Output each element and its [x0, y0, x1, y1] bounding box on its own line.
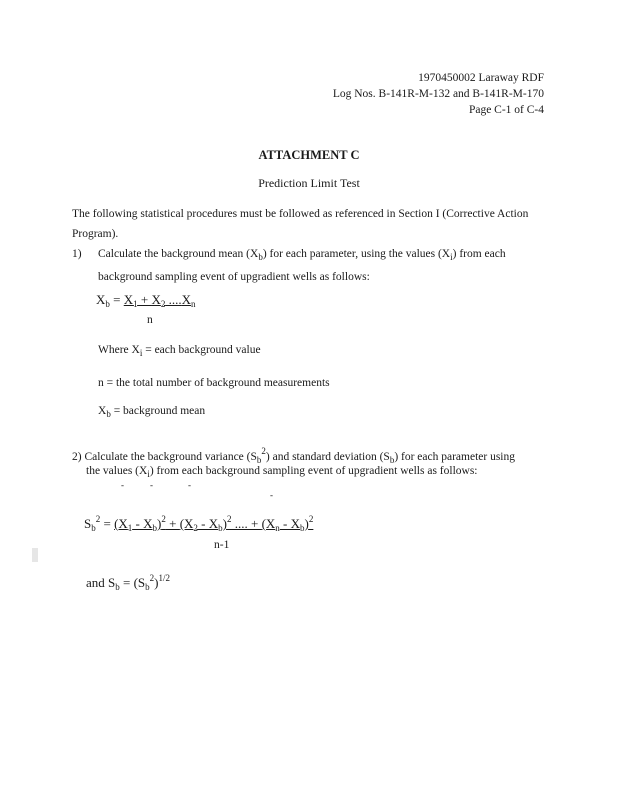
eq2-lhs-sub: b [91, 523, 96, 533]
page-subtitle: Prediction Limit Test [258, 176, 360, 190]
step2-line2 [86, 461, 478, 484]
definition-xb [98, 401, 205, 424]
eq2-sq-2: 2 [226, 514, 232, 524]
def-xi-a: Where X [98, 344, 140, 356]
eq2-minus-2: - X [197, 516, 219, 531]
eq2-close-2: ) [222, 516, 227, 531]
def-xb-b: = background mean [110, 405, 206, 417]
def-xb-a: X [98, 405, 107, 417]
eq1-denominator: n [147, 314, 153, 326]
eq2-term3-sub: n [275, 523, 280, 533]
mean-equation [96, 292, 196, 309]
eq1-t3-sub: n [191, 299, 196, 309]
eq1-t2-sub: 2 [160, 299, 166, 309]
eq2-sq-1: 2 [161, 514, 166, 524]
eq2-numerator [114, 516, 313, 531]
eq1-t3: X [181, 292, 191, 307]
eq3-close: ) [154, 575, 159, 590]
step1-paragraph [98, 244, 546, 287]
eq2-close-1: ) [157, 516, 162, 531]
step1-text-c: ) from each background sampling event of upgradient wells as follows: [98, 248, 506, 283]
header-document-id: 1970450002 Laraway RDF [418, 72, 544, 84]
step1-text-a: Calculate the background mean (X [98, 248, 259, 260]
eq1-plus: + [137, 292, 152, 307]
step2-d-sub: i [147, 469, 150, 479]
eq2-dots: .... + [231, 516, 262, 531]
eq3-sup2: 2 [149, 573, 155, 583]
eq2-equals: = [100, 516, 115, 531]
eq2-xb-sub-3: b [300, 523, 305, 533]
eq3-sup-half: 1/2 [158, 573, 170, 583]
page-title: ATTACHMENT C [258, 148, 360, 162]
eq2-mean-bar-2: - [150, 480, 153, 490]
eq3-eq: = (S [119, 575, 146, 590]
step2-c: ) for each parameter using [394, 451, 516, 463]
eq3-b-sub: b [145, 582, 150, 592]
eq2-xb-sub-1: b [152, 523, 158, 533]
std-dev-equation [86, 573, 170, 592]
eq2-term1-sub: 1 [127, 523, 133, 533]
eq2-minus-1: - X [132, 516, 153, 531]
header-log-numbers: Log Nos. B-141R-M-132 and B-141R-M-170 [332, 88, 544, 100]
eq2-lhs-sup: 2 [95, 514, 101, 524]
scan-artifact [32, 548, 38, 562]
def-xi-b: = each background value [142, 344, 261, 356]
step1-text-b: ) for each parameter, using the values (X [262, 248, 451, 260]
eq2-mean-bar-4: - [270, 490, 273, 500]
eq1-lhs: X [96, 292, 106, 307]
eq2-sq-3: 2 [308, 514, 314, 524]
eq2-term2: (X [179, 516, 194, 531]
step1-sub-i: i [450, 252, 453, 262]
eq2-denominator: n-1 [214, 539, 230, 551]
intro-paragraph: The following statistical procedures must be followed as referenced in Section I (Corrective Action Program). [72, 208, 529, 240]
eq2-lhs: S [84, 516, 92, 531]
eq2-term1: (X [114, 516, 128, 531]
eq1-t1-sub: 1 [133, 299, 138, 309]
eq2-term2-sub: 2 [193, 523, 198, 533]
definition-n: n = the total number of background measurements [98, 377, 330, 389]
step2-a-sup: 2 [261, 446, 266, 456]
eq2-xb-sub-2: b [218, 523, 223, 533]
step2-b-sub: b [389, 455, 395, 465]
step2-a: 2) Calculate the background variance (S [72, 451, 257, 463]
step1-sub-b: b [258, 252, 263, 262]
step2-e: ) from each background sampling event of upgradient wells as follows: [149, 465, 478, 477]
eq2-close-3: ) [304, 516, 309, 531]
step2-d: the values (X [86, 465, 148, 477]
eq2-plus: + [165, 516, 180, 531]
step2-b: ) and standard deviation (S [265, 451, 390, 463]
eq3-a: and S [86, 575, 116, 590]
eq1-t1: X [123, 292, 134, 307]
definition-xi [98, 340, 261, 363]
eq2-term3: (X [261, 516, 276, 531]
def-xi-sub: i [139, 348, 143, 358]
header-page-number: Page C-1 of C-4 [468, 104, 544, 116]
step1-number: 1) [72, 248, 82, 260]
def-xb-sub: b [106, 409, 111, 419]
eq1-t2: X [151, 292, 161, 307]
eq1-equals: = [109, 292, 124, 307]
eq2-mean-bar-3: - [188, 480, 191, 490]
eq2-mean-bar-1: - [121, 480, 124, 490]
variance-equation [84, 514, 313, 533]
eq2-minus-3: - X [279, 516, 301, 531]
eq3-a-sub: b [115, 582, 120, 592]
eq1-dots: .... [165, 292, 182, 307]
eq1-lhs-sub: b [105, 299, 110, 309]
step2-a-sub: b [256, 455, 262, 465]
eq1-numerator [124, 292, 196, 307]
